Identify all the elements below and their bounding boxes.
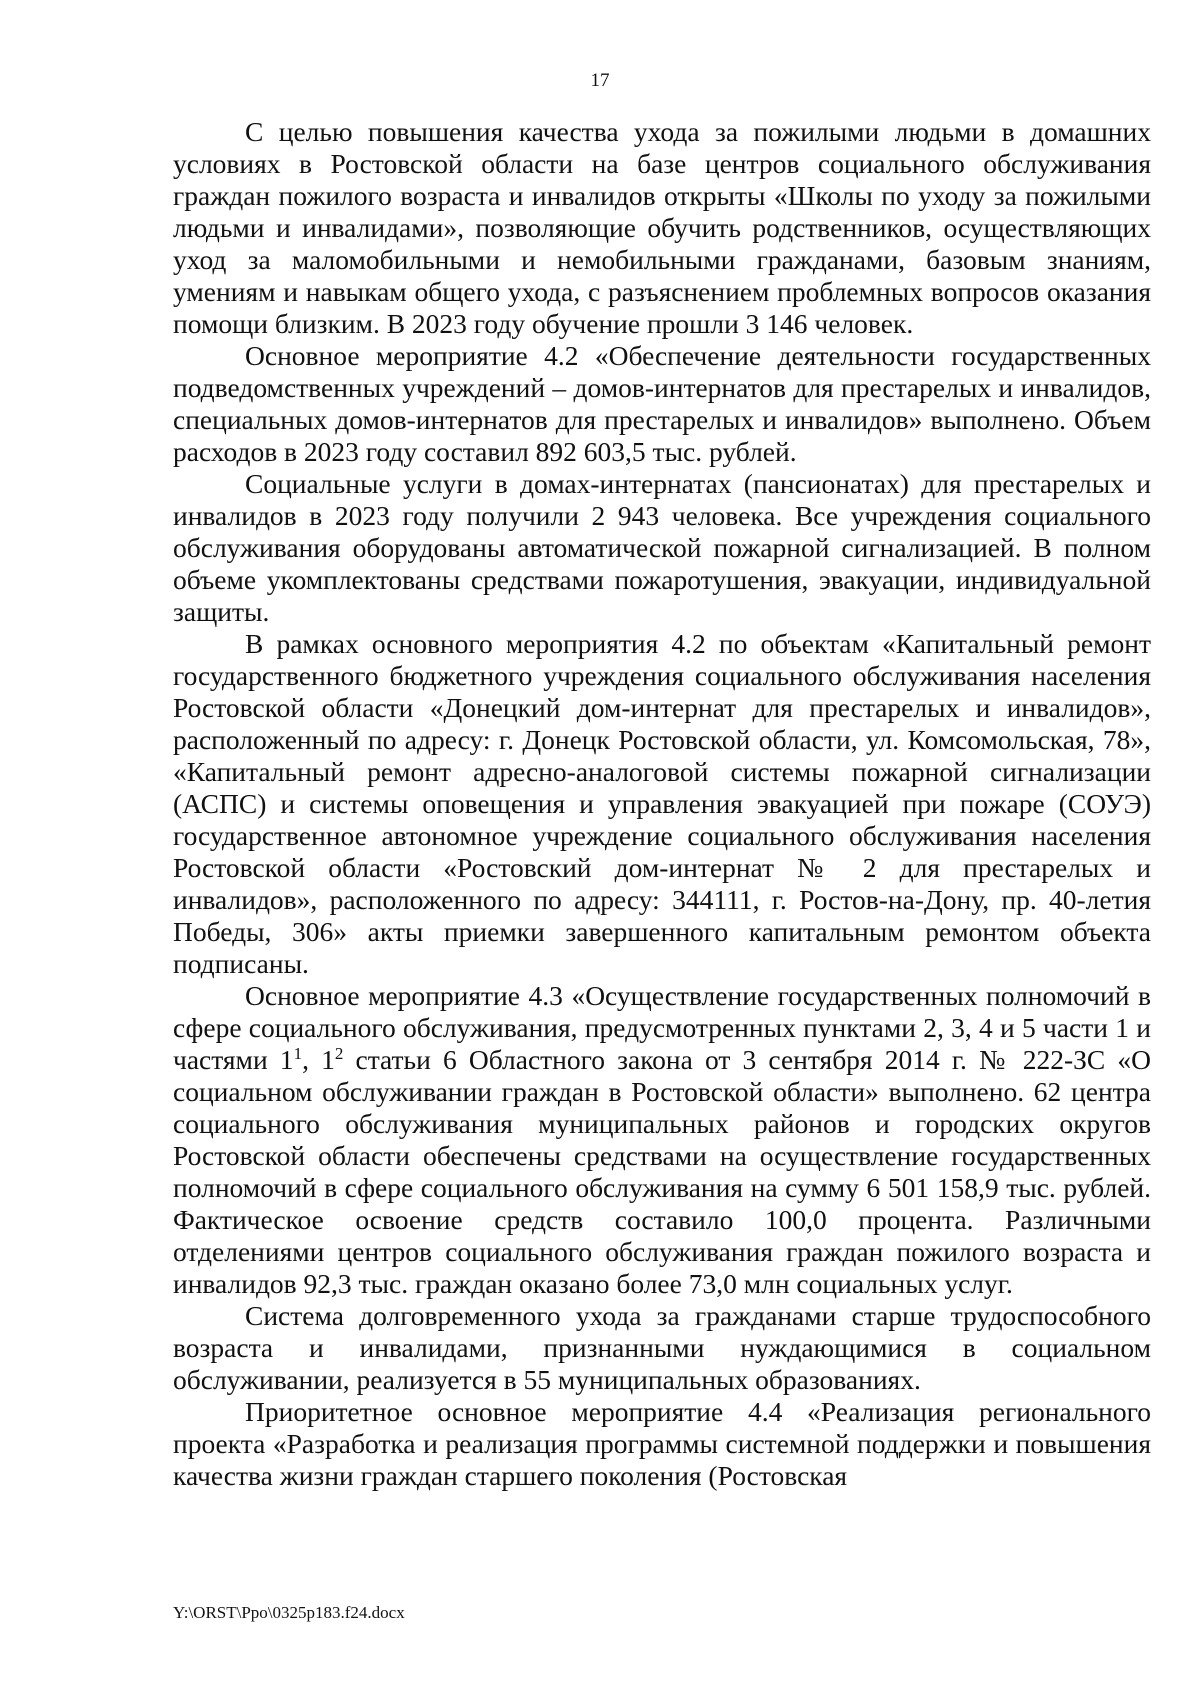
paragraph-measure-4-3-part2: , 1 xyxy=(302,1044,335,1075)
paragraph-measure-4-4: Приоритетное основное мероприятие 4.4 «Реализация регионального проекта «Разработка и реализация программы системной поддержки и повышения качества жизни граждан старшего поколения (Ростовская xyxy=(173,1396,1151,1491)
paragraph-capital-repair: В рамках основного мероприятия 4.2 по объектам «Капитальный ремонт государственного бюджетного учреждения социального обслуживания населения Ростовской области «Донецкий дом-интернат для престарелых и инвалидов», расположенный по адресу: г. Донецк Ростовской области, ул. Комсомольская, 78», «Капитальный ремонт адресно-аналоговой системы пожарной сигнализации (АСПС) и системы оповещения и управления эвакуацией при пожаре (СОУЭ) государственное автономное учреждение социального обслуживания населения Ростовской области «Ростовский дом-интернат № 2 для престарелых и инвалидов», расположенного по адресу: 344111, г. Ростов-на-Дону, пр. 40-летия Победы, 306» акты приемки завершенного капитальным ремонтом объекта подписаны. xyxy=(173,628,1151,979)
superscript-2: 2 xyxy=(334,1043,344,1063)
paragraph-long-term-care: Система долговременного ухода за гражданами старше трудоспособного возраста и инвалидами, признанными нуждающимися в социальном обслуживании, реализуется в 55 муниципальных образованиях. xyxy=(173,1300,1151,1395)
paragraph-measure-4-3-part3: статьи 6 Областного закона от 3 сентября 2014 г. № 222-ЗС «О социальном обслуживании граждан в Ростовской области» выполнено. 62 центра социального обслуживания муниципальных районов и городских округов Ростовской области обеспечены средствами на осуществление государственных полномочий в сфере социального обслуживания на сумму 6 501 158,9 тыс. рублей. Фактическое освоение средств составило 100,0 процента. Различными отделениями центров социального обслуживания граждан пожилого возраста и инвалидов 92,3 тыс. граждан оказано более 73,0 млн социальных услуг. xyxy=(173,1044,1151,1299)
footer-file-path: Y:\ORST\Ppo\0325p183.f24.docx xyxy=(173,1603,405,1622)
superscript-1: 1 xyxy=(293,1043,303,1063)
paragraph-social-services-boarding: Социальные услуги в домах-интернатах (пансионатах) для престарелых и инвалидов в 2023 году получили 2 943 человека. Все учреждения социального обслуживания оборудованы автоматической пожарной сигнализацией. В полном объеме укомплектованы средствами пожаротушения, эвакуации, индивидуальной защиты. xyxy=(173,468,1151,627)
paragraph-measure-4-2: Основное мероприятие 4.2 «Обеспечение деятельности государственных подведомственных учреждений – домов-интернатов для престарелых и инвалидов, специальных домов-интернатов для престарелых и инвалидов» выполнено. Объем расходов в 2023 году составил 892 603,5 тыс. рублей. xyxy=(173,340,1151,467)
page-number: 17 xyxy=(590,70,610,91)
paragraph-measure-4-3 xyxy=(173,980,1151,1300)
document-body xyxy=(173,116,1151,1492)
paragraph-measure-4-3-part1: Основное мероприятие 4.3 «Осуществление государственных полномочий в сфере социального обслуживания, предусмотренных пунктами 2, 3, 4 и 5 части 1 и частями 1 xyxy=(173,980,1151,1075)
paragraph-elderly-care-schools: С целью повышения качества ухода за пожилыми людьми в домашних условиях в Ростовской области на базе центров социального обслуживания граждан пожилого возраста и инвалидов открыты «Школы по уходу за пожилыми людьми и инвалидами», позволяющие обучить родственников, осуществляющих уход за маломобильными и немобильными гражданами, базовым знаниям, умениям и навыкам общего ухода, с разъяснением проблемных вопросов оказания помощи близким. В 2023 году обучение прошли 3 146 человек. xyxy=(173,116,1151,339)
